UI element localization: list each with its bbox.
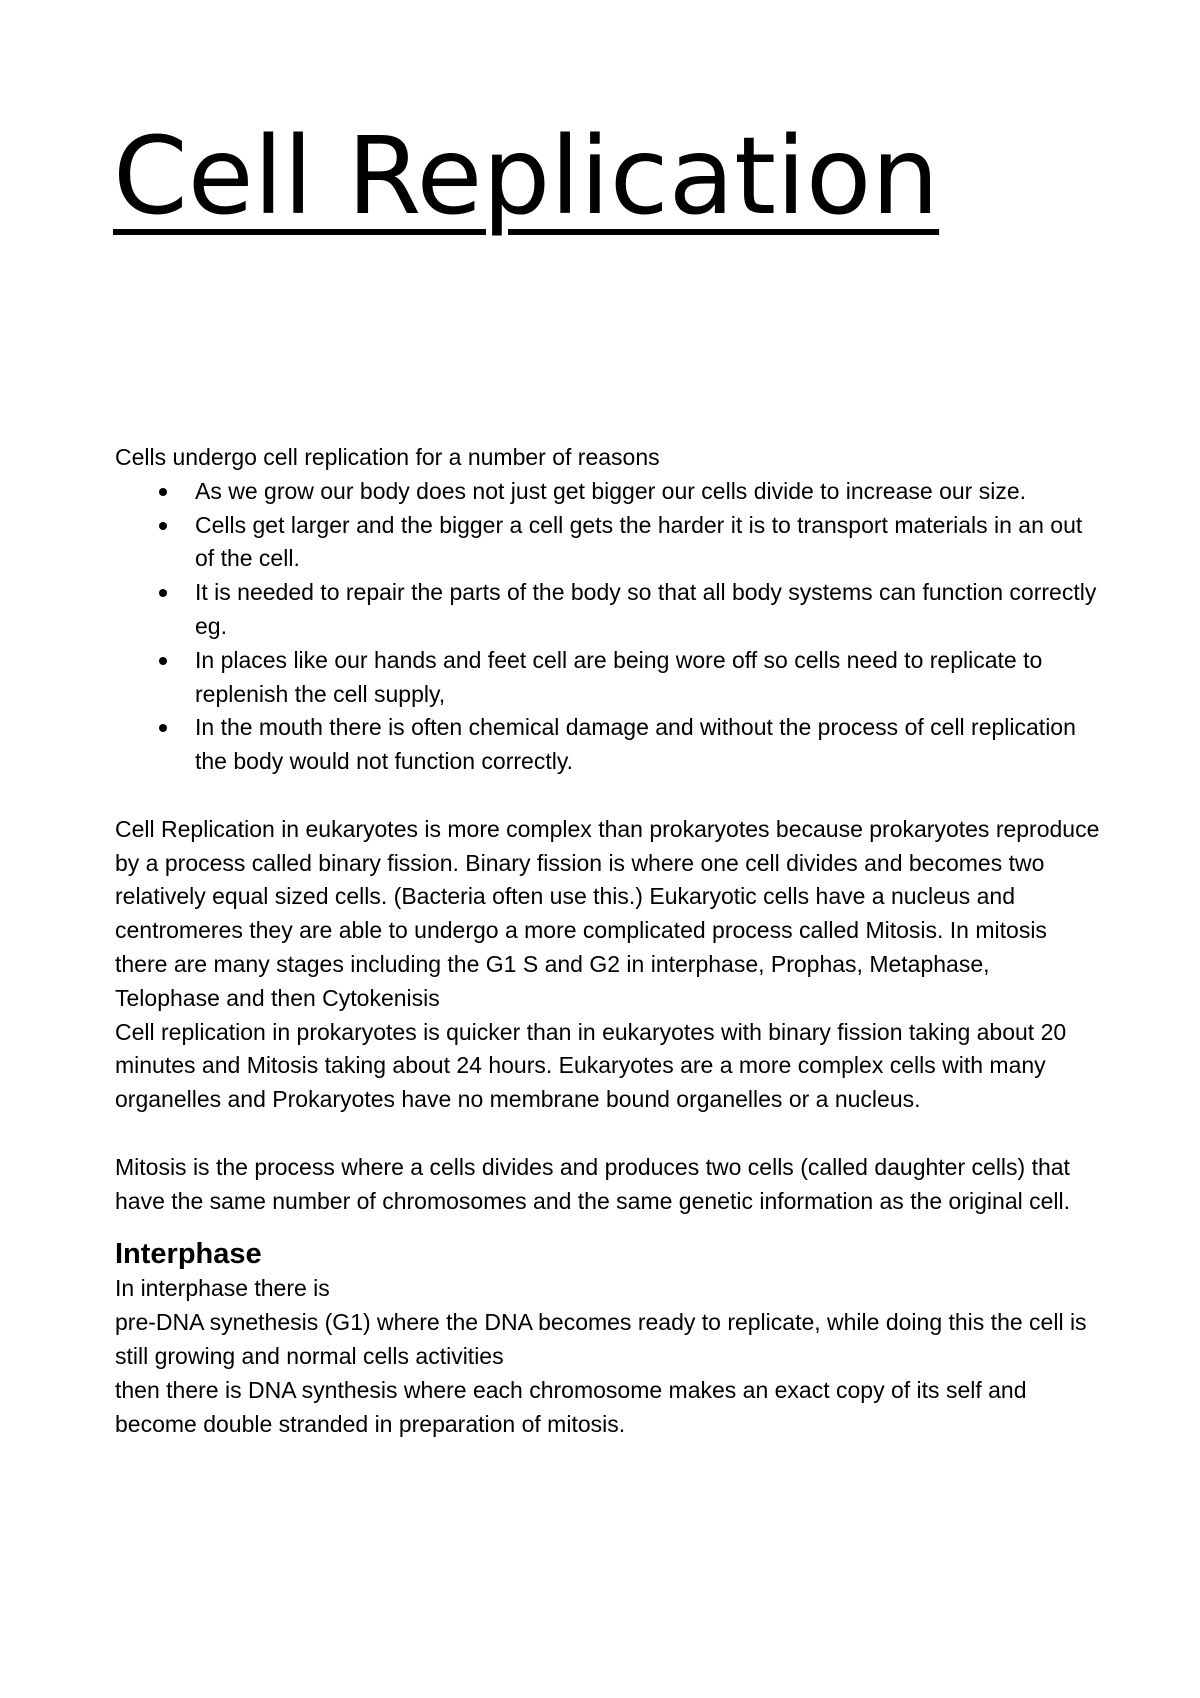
reason-item: It is needed to repair the parts of the body so that all body systems can function correctly eg. [195,576,1100,644]
mitosis-paragraph: Mitosis is the process where a cells divides and produces two cells (called daughter cells) that have the same number of chromosomes and the same genetic information as the original cell. [115,1153,1071,1214]
intro-line: Cells undergo cell replication for a number of reasons [115,444,660,470]
interphase-line: pre-DNA synethesis (G1) where the DNA becomes ready to replicate, while doing this the cell is still growing and normal cells activities [115,1309,1087,1369]
reason-item: In places like our hands and feet cell are being wore off so cells need to replicate to replenish the cell supply, [195,644,1100,712]
reason-item: Cells get larger and the bigger a cell gets the harder it is to transport materials in an out of the cell. [195,509,1100,577]
comparison-paragraph: Cell Replication in eukaryotes is more complex than prokaryotes because prokaryotes reproduce by a process called binary fission. Binary fission is where one cell divides and becomes two relatively equal sized cells. (Bacteria often use this.) Eukaryotic cells have a nucleus and centromeres they are able to undergo a more complicated process called Mitosis. In mitosis there are many stages including the G1 S and G2 in interphase, Prophas, Metaphase, Telophase and then Cytokenisis [115,815,1100,1011]
interphase-line: then there is DNA synthesis where each chromosome makes an exact copy of its self and become double stranded in preparation of mitosis. [115,1376,1027,1437]
interphase-heading: Interphase [115,1238,262,1271]
reasons-list [115,475,1100,779]
reason-item: In the mouth there is often chemical damage and without the process of cell replication the body would not function correctly. [195,711,1100,779]
interphase-line: In interphase there is [115,1275,330,1302]
comparison-paragraph-timing: Cell replication in prokaryotes is quicker than in eukaryotes with binary fission taking about 20 minutes and Mitosis taking about 24 hours. Eukaryotes are a more complex cells with many organelles and Prokaryotes have no membrane bound organelles or a nucleus. [115,1018,1067,1113]
paragraph-spacer [115,1117,1100,1151]
paragraph-spacer [115,779,1100,813]
document-title: Cell Replication [113,115,940,239]
document-body [115,441,1100,1441]
reason-item: As we grow our body does not just get bigger our cells divide to increase our size. [195,475,1100,509]
